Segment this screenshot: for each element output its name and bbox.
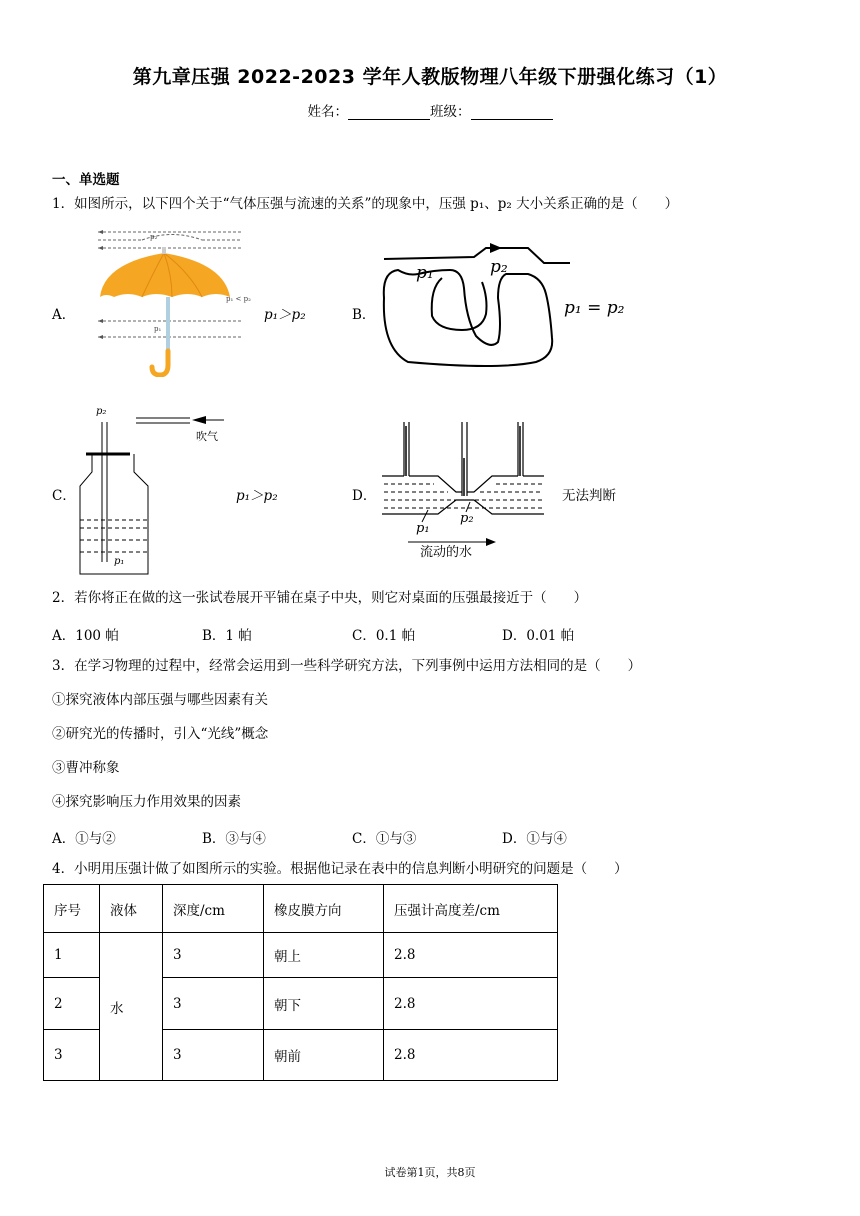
blow-label: 吹气 (196, 430, 218, 443)
q1-option-a-relation: p₁＞p₂ (264, 307, 306, 323)
bottle-p1-label: p₁ (114, 556, 125, 567)
table-cell-no: 2 (44, 978, 100, 1030)
table-cell-direction: 朝前 (264, 1030, 384, 1081)
umbrella-p1-lt-p2-label: p₁ < p₂ (226, 295, 251, 303)
umbrella-figure (92, 225, 252, 377)
q2-option-d[interactable]: D．0.01 帕 (502, 628, 575, 644)
class-label: 班级： (430, 104, 471, 120)
q3-option-a[interactable]: A．①与② (52, 831, 116, 847)
pipe-p1-label: p₁ (416, 263, 434, 283)
table-header-cell: 压强计高度差/cm (384, 885, 558, 933)
table-header-cell: 深度/cm (163, 885, 264, 933)
umbrella-p1-label: p₁ (154, 325, 162, 333)
pipe-p2-label: p₂ (490, 257, 508, 277)
q1-option-d-relation: 无法判断 (562, 488, 616, 504)
name-label: 姓名： (307, 104, 348, 120)
bottle-p2-label: p₂ (96, 406, 107, 417)
table-cell-depth: 3 (163, 1030, 264, 1081)
table-cell-depth: 3 (163, 933, 264, 978)
q3-stem: 3．在学习物理的过程中，经常会运用到一些科学研究方法，下列事例中运用方法相同的是（ ） (52, 658, 642, 674)
page-title: 第九章压强 2022-2023 学年人教版物理八年级下册强化练习（1） (132, 66, 728, 88)
q1-option-d-letter[interactable]: D． (352, 488, 377, 504)
q1-option-b-relation: p₁ = p₂ (564, 298, 625, 318)
table-cell-depth: 3 (163, 978, 264, 1030)
name-class-row (0, 100, 860, 120)
table-cell-diff: 2.8 (384, 978, 558, 1030)
q1-option-a-letter[interactable]: A． (52, 307, 76, 323)
q4-stem: 4．小明用压强计做了如图所示的实验。根据他记录在表中的信息判断小明研究的问题是（ ） (52, 861, 628, 877)
table-cell-liquid: 水 (100, 933, 163, 1081)
q2-stem: 2．若你将正在做的这一张试卷展开平铺在桌子中央，则它对桌面的压强最接近于（ ） (52, 590, 588, 606)
table-row (44, 933, 558, 978)
table-cell-no: 3 (44, 1030, 100, 1081)
q1-stem: 1．如图所示，以下四个关于“气体压强与流速的关系”的现象中，压强 p₁、p₂ 大小关系正确的是（ ） (52, 196, 679, 212)
table-header-cell: 橡皮膜方向 (264, 885, 384, 933)
q2-option-c[interactable]: C．0.1 帕 (352, 628, 416, 644)
section-title: 一、单选题 (52, 172, 120, 188)
table-cell-diff: 2.8 (384, 933, 558, 978)
venturi-p1-label: p₁ (416, 521, 430, 536)
q1-option-c-relation: p₁＞p₂ (236, 488, 278, 504)
table-cell-no: 1 (44, 933, 100, 978)
table-cell-direction: 朝上 (264, 933, 384, 978)
q3-item-3: ③曹冲称象 (52, 760, 120, 776)
q1-option-b-letter[interactable]: B． (352, 307, 376, 323)
q2-option-a[interactable]: A．100 帕 (52, 628, 119, 644)
venturi-figure (378, 418, 548, 564)
q3-option-d[interactable]: D．①与④ (502, 831, 567, 847)
venturi-p2-label: p₂ (460, 511, 474, 526)
flowing-water-label: 流动的水 (420, 545, 473, 560)
table-header-row (44, 885, 558, 933)
bottle-figure (74, 402, 234, 578)
q3-item-2: ②研究光的传播时，引入“光线”概念 (52, 726, 269, 742)
table-header-cell: 液体 (100, 885, 163, 933)
table-cell-direction: 朝下 (264, 978, 384, 1030)
q3-item-1: ①探究液体内部压强与哪些因素有关 (52, 692, 268, 708)
q4-data-table (43, 884, 558, 1081)
class-field[interactable] (471, 105, 553, 120)
table-cell-diff: 2.8 (384, 1030, 558, 1081)
name-field[interactable] (348, 105, 430, 120)
pipe-figure (378, 238, 578, 376)
umbrella-p2-label: p₂ (150, 233, 158, 241)
q3-option-b[interactable]: B．③与④ (202, 831, 266, 847)
q3-option-c[interactable]: C．①与③ (352, 831, 417, 847)
q3-item-4: ④探究影响压力作用效果的因素 (52, 794, 241, 810)
q2-option-b[interactable]: B．1 帕 (202, 628, 252, 644)
page-footer: 试卷第1页，共8页 (384, 1166, 476, 1179)
table-header-cell: 序号 (44, 885, 100, 933)
q1-option-c-letter[interactable]: C． (52, 488, 76, 504)
